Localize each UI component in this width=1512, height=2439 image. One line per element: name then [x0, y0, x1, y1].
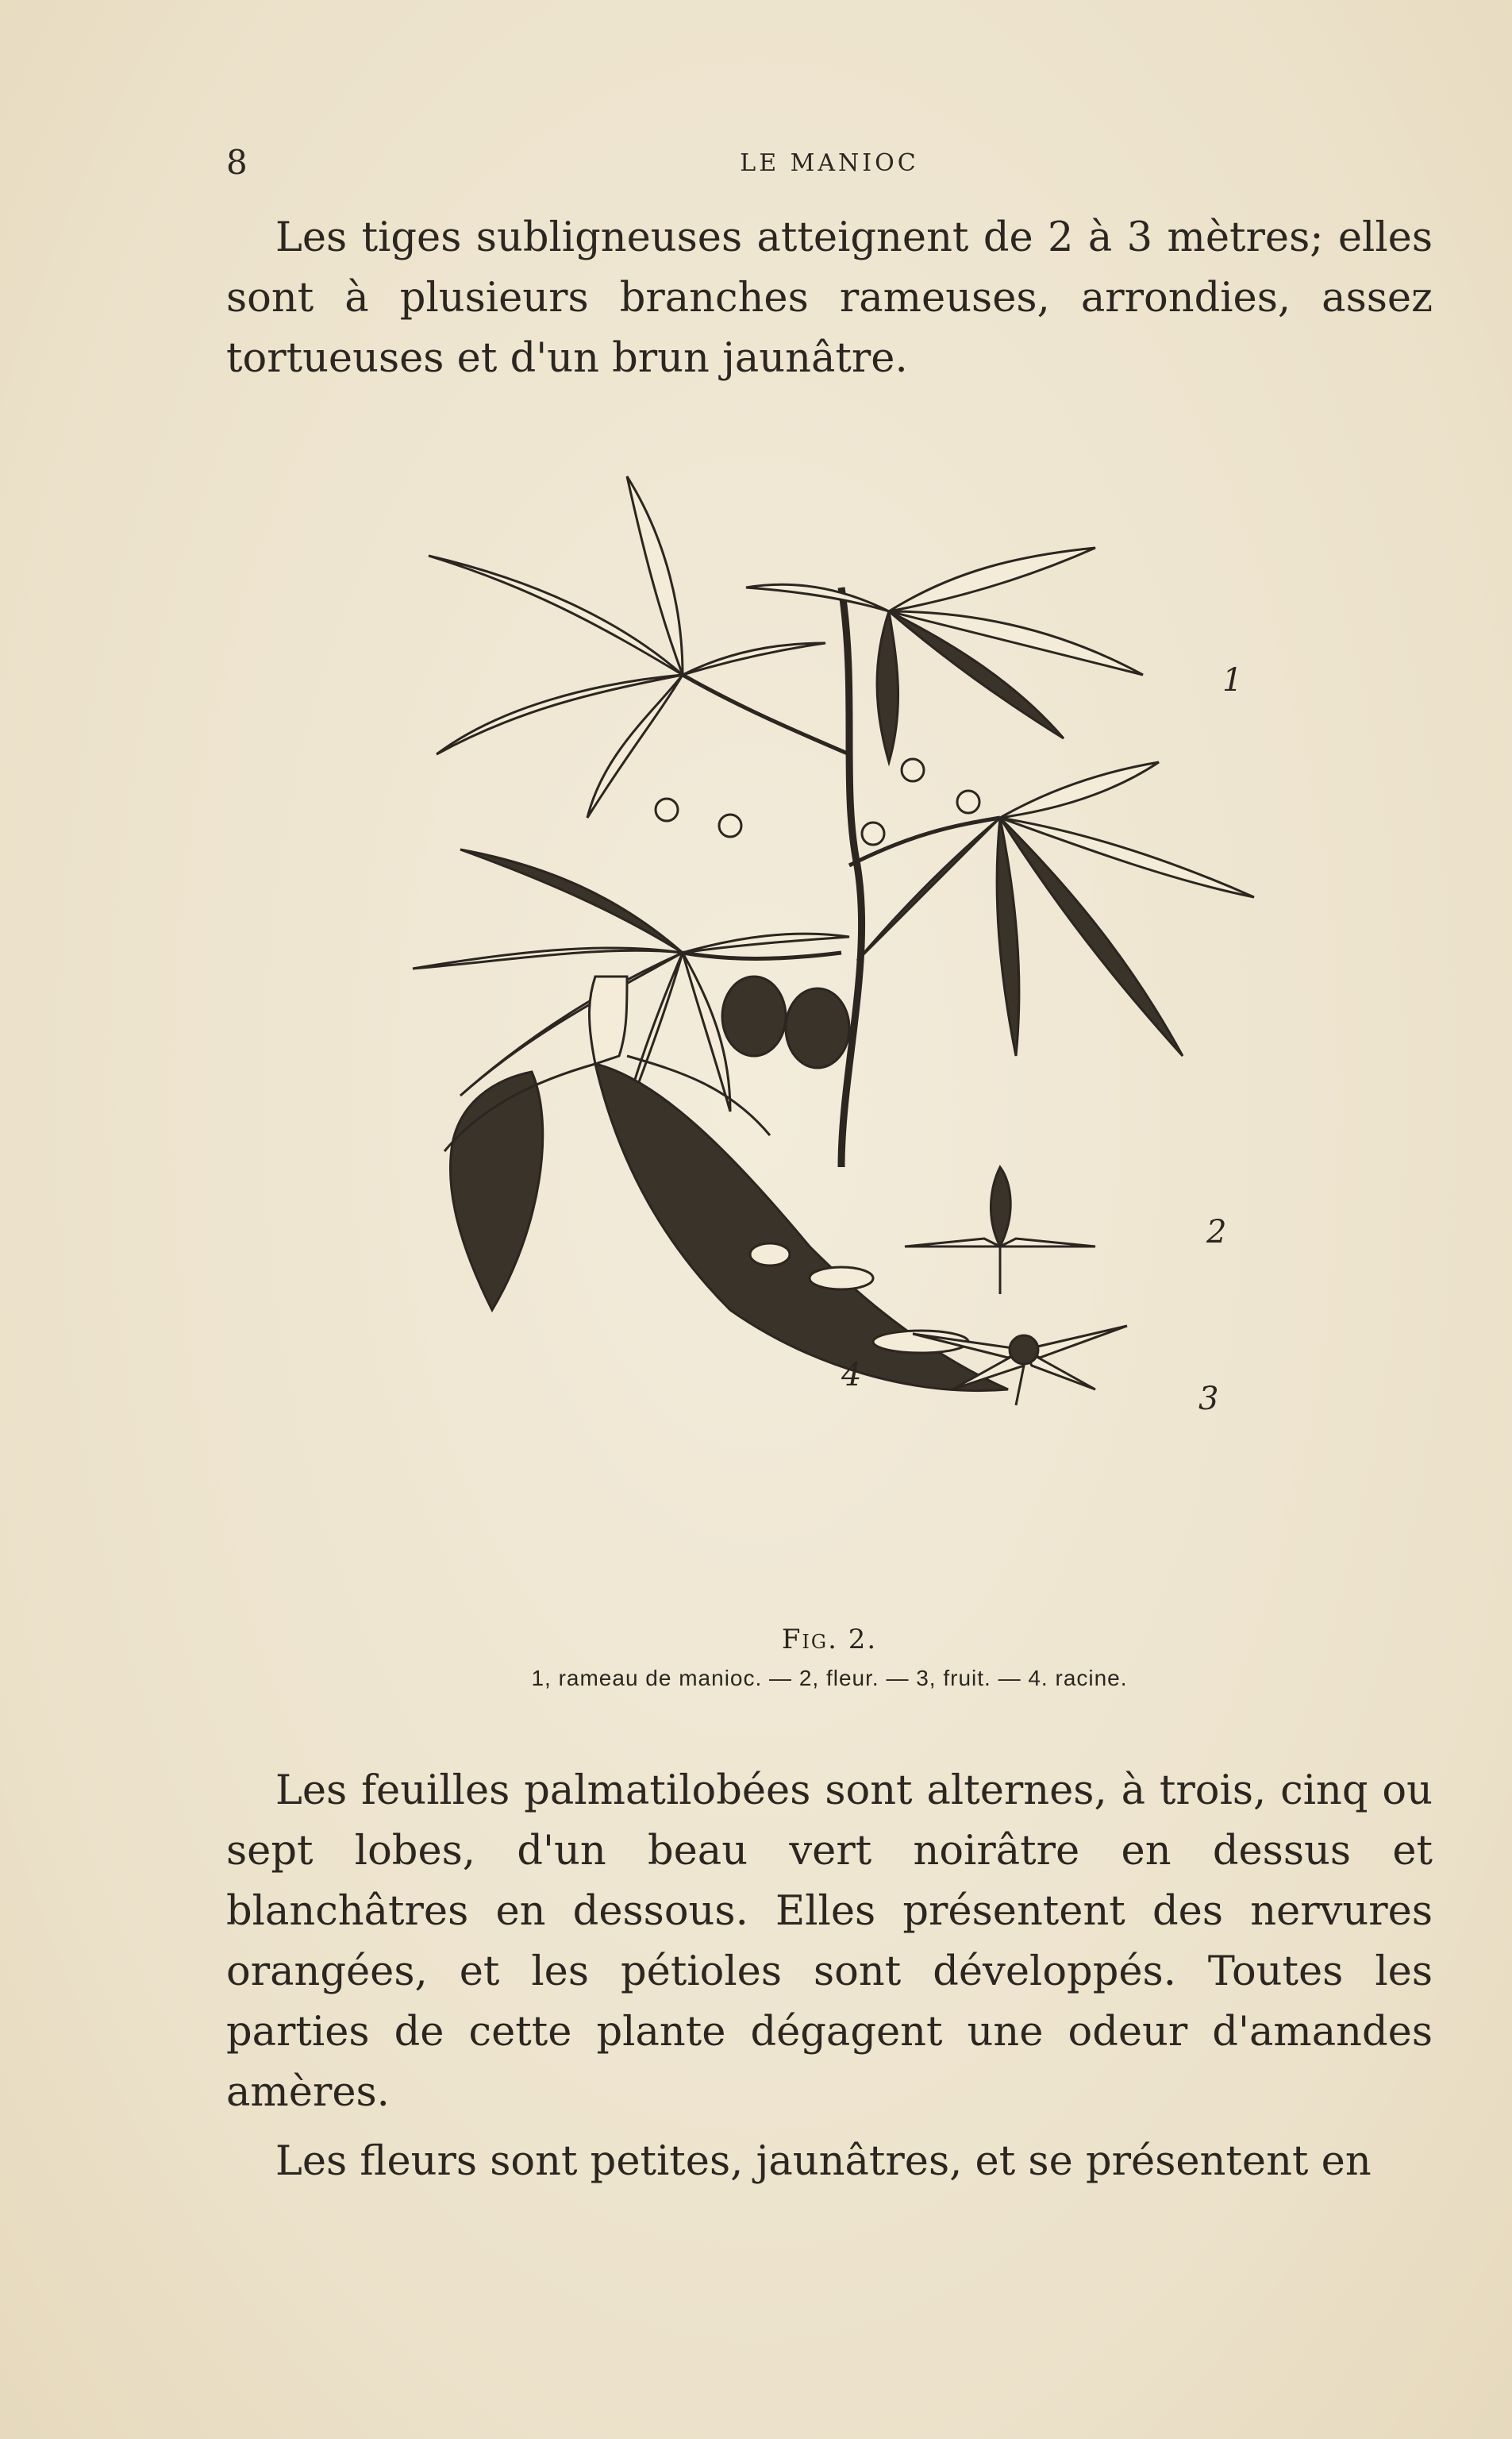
leaf-cluster-top-left — [429, 476, 825, 818]
figure-number-2: 2 — [1206, 1214, 1227, 1250]
running-head — [226, 143, 1433, 191]
fruit-capsule — [722, 977, 786, 1056]
figure-number-1: 1 — [1222, 662, 1243, 699]
page-number: 8 — [226, 143, 248, 182]
figure-number-4: 4 — [841, 1357, 862, 1393]
paragraph-leaves: Les feuilles palmatilobées sont alternes, à trois, cinq ou sept lobes, d'un beau vert noirâtre en dessus et blanchâtres en dessous. Elles présentent des nervures orangées, et les pétioles sont développés. Toutes les parties de cette plante dégagent une odeur d'amandes amères. — [226, 1767, 1433, 2116]
paragraph-stems: Les tiges subligneuses atteignent de 2 à 3 mètres; elles sont à plusieurs branches rameuses, arrondies, assez tortueuses et d'un brun jaunâtre. — [226, 214, 1433, 382]
main-stem — [841, 588, 862, 1167]
figure-manioc-illustration — [397, 453, 1270, 1604]
flower-detail-2 — [905, 1167, 1095, 1294]
leaf-cluster-top-right — [746, 548, 1143, 762]
root-tuber — [444, 977, 1008, 1391]
branch-left — [683, 675, 849, 754]
figure-caption: 1, rameau de manioc. — 2, fleur. — 3, fruit. — 4. racine. — [531, 1666, 1128, 1690]
paragraph-flowers: Les fleurs sont petites, jaunâtres, et se présentent en — [275, 2138, 1372, 2185]
leaf-cluster-right — [857, 762, 1254, 1056]
figure-number-3: 3 — [1198, 1381, 1219, 1417]
running-title: LE MANIOC — [740, 149, 919, 177]
figure-label: Fig. 2. — [781, 1624, 878, 1655]
fruit-capsule — [786, 988, 849, 1068]
branch-lower — [683, 953, 841, 959]
